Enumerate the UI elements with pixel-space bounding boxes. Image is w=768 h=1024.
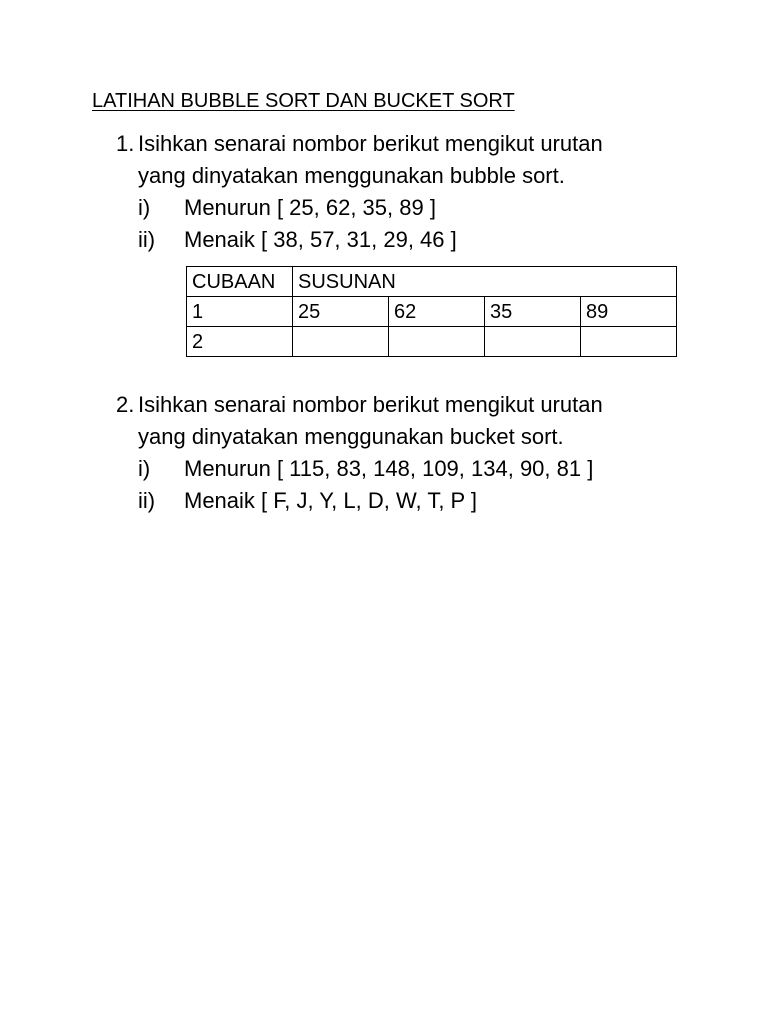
question-1-line-1 — [116, 128, 676, 160]
question-text: yang dinyatakan menggunakan bucket sort. — [138, 424, 564, 449]
question-number: 2. — [116, 392, 135, 417]
table-header-cell: SUSUNAN — [293, 267, 677, 297]
part-text: Menaik [ F, J, Y, L, D, W, T, P ] — [184, 488, 478, 513]
table-cell — [293, 327, 389, 357]
question-text: Isihkan senarai nombor berikut mengikut urutan — [138, 131, 603, 156]
table-row — [187, 297, 677, 327]
table-cell — [389, 327, 485, 357]
table-header-cell: CUBAAN — [187, 267, 293, 297]
question-2-line-2 — [116, 421, 676, 453]
question-text: Isihkan senarai nombor berikut mengikut urutan — [138, 392, 603, 417]
table-header-row — [187, 267, 677, 297]
question-2-part-ii — [116, 485, 676, 517]
table-cell: 1 — [187, 297, 293, 327]
question-2-line-1 — [116, 389, 676, 421]
table-cell — [581, 327, 677, 357]
page-title: LATIHAN BUBBLE SORT DAN BUCKET SORT — [92, 90, 515, 112]
part-label: i) — [138, 195, 151, 220]
table-cell: 2 — [187, 327, 293, 357]
question-1 — [116, 128, 676, 256]
part-text: Menurun [ 25, 62, 35, 89 ] — [184, 195, 436, 220]
part-label: i) — [138, 456, 151, 481]
question-2-part-i — [116, 453, 676, 485]
question-1-part-ii — [116, 224, 676, 256]
table-cell: 35 — [485, 297, 581, 327]
table-cell: 25 — [293, 297, 389, 327]
table-cell: 62 — [389, 297, 485, 327]
question-2 — [116, 389, 676, 517]
question-number: 1. — [116, 131, 135, 156]
table-cell — [485, 327, 581, 357]
part-label: ii) — [138, 488, 156, 513]
part-text: Menaik [ 38, 57, 31, 29, 46 ] — [184, 227, 457, 252]
question-1-part-i — [116, 192, 676, 224]
part-text: Menurun [ 115, 83, 148, 109, 134, 90, 81 ] — [184, 456, 594, 481]
question-text: yang dinyatakan menggunakan bubble sort. — [138, 163, 565, 188]
table-cell: 89 — [581, 297, 677, 327]
answer-table — [186, 266, 677, 357]
part-label: ii) — [138, 227, 156, 252]
table-row — [187, 327, 677, 357]
question-1-line-2 — [116, 160, 676, 192]
